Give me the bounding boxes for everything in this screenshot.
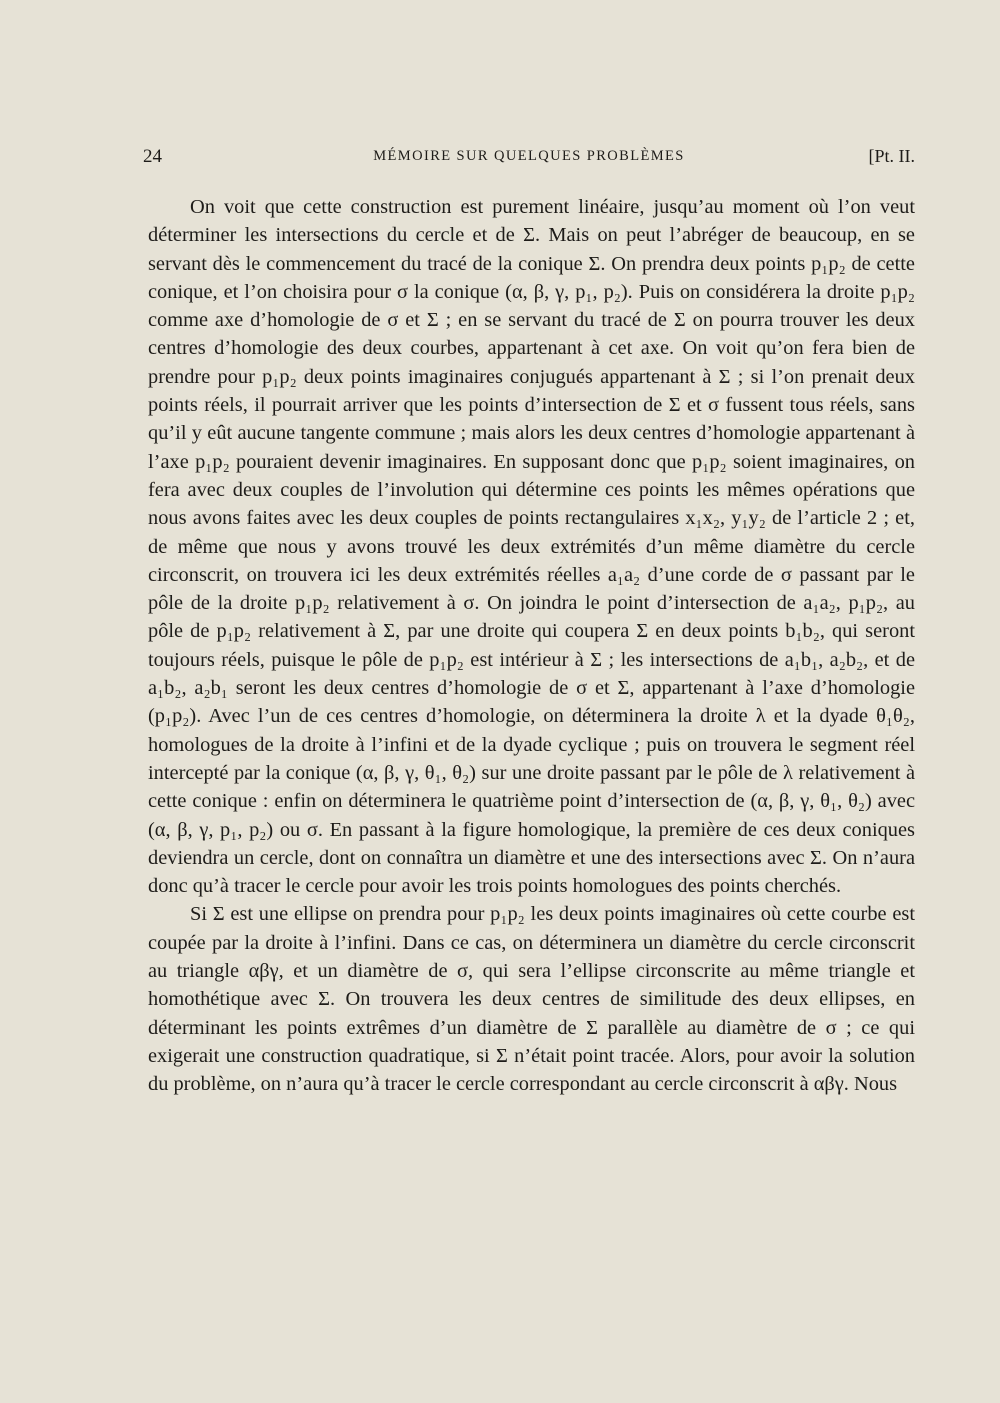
paragraph-1: On voit que cette construction est purement linéaire, jusqu’au moment où l’on veut déterminer les intersections du cercle et de Σ. Mais on peut l’abréger de beaucoup, en se servant dès le commencement du tracé de la conique Σ. On prendra deux points p₁p₂ de cette conique, et l’on choisira pour σ la conique (α, β, γ, p₁, p₂). Puis on considérera la droite p₁p₂ comme axe d’homologie de σ et Σ ; en se servant du tracé de Σ on pourra trouver les deux centres d’homologie des deux courbes, appartenant à cet axe. On voit qu’on fera bien de prendre pour p₁p₂ deux points imaginaires conjugués appartenant à Σ ; si l’on prenait deux points réels, il pourrait arriver que les points d’intersection de Σ et σ fussent tous réels, sans qu’il y eût aucune tangente commune ; mais alors les deux centres d’homologie appartenant à l’axe p₁p₂ pouraient devenir imaginaires. En supposant donc que p₁p₂ soient imaginaires, on fera avec deux couples de l’involution qui détermine ces points les mêmes opérations que nous avons faites avec les deux couples de points rectangulaires x₁x₂, y₁y₂ de l’article 2 ; et, de même que nous y avons trouvé les deux extrémités d’un même diamètre du cercle circonscrit, on trouvera ici les deux extrémités réelles a₁a₂ d’une corde de σ passant par le pôle de la droite p₁p₂ relativement à σ. On joindra le point d’intersection de a₁a₂, p₁p₂, au pôle de p₁p₂ relativement à Σ, par une droite qui coupera Σ en deux points b₁b₂, qui seront toujours réels, puisque le pôle de p₁p₂ est intérieur à Σ ; les intersections de a₁b₁, a₂b₂, et de a₁b₂, a₂b₁ seront les deux centres d’homologie de σ et Σ, appartenant à l’axe d’homologie (p₁p₂). Avec l’un de ces centres d’homologie, on déterminera la droite λ et la dyade θ₁θ₂, homologues de la droite à l’infini et de la dyade cyclique ; puis on trouvera le segment réel intercepté par la conique (α, β, γ, θ₁, θ₂) sur une droite passant par le pôle de λ relativement à cette conique : enfin on déterminera le quatrième point d’intersection de (α, β, γ, θ₁, θ₂) avec (α, β, γ, p₁, p₂) ou σ. En passant à la figure homologique, la première de ces deux coniques deviendra un cercle, dont on connaîtra un diamètre et une des intersections avec Σ. On n’aura donc qu’à tracer le cercle pour avoir les trois points homologues des points cherchés.: [148, 196, 915, 898]
page-number: 24: [143, 146, 162, 167]
paragraph-2: Si Σ est une ellipse on prendra pour p₁p₂ les deux points imaginaires où cette courbe est coupée par la droite à l’infini. Dans ce cas, on déterminera un diamètre du cercle circonscrit au triangle αβγ, et un diamètre de σ, qui sera l’ellipse circonscrite au même triangle et homothétique avec Σ. On trouvera les deux centres de similitude des deux ellipses, en déterminant les points extrêmes d’un diamètre de Σ parallèle au diamètre de σ ; ce qui exigerait une construction quadratique, si Σ n’était point tracée. Alors, pour avoir la solution du problème, on n’aura qu’à tracer le cercle correspondant au cercle circonscrit à αβγ. Nous: [148, 903, 915, 1096]
running-title: MÉMOIRE SUR QUELQUES PROBLÈMES: [373, 148, 685, 164]
running-head: [143, 146, 915, 174]
part-marker: [Pt. II.: [868, 146, 915, 166]
body-text: [148, 193, 915, 1099]
